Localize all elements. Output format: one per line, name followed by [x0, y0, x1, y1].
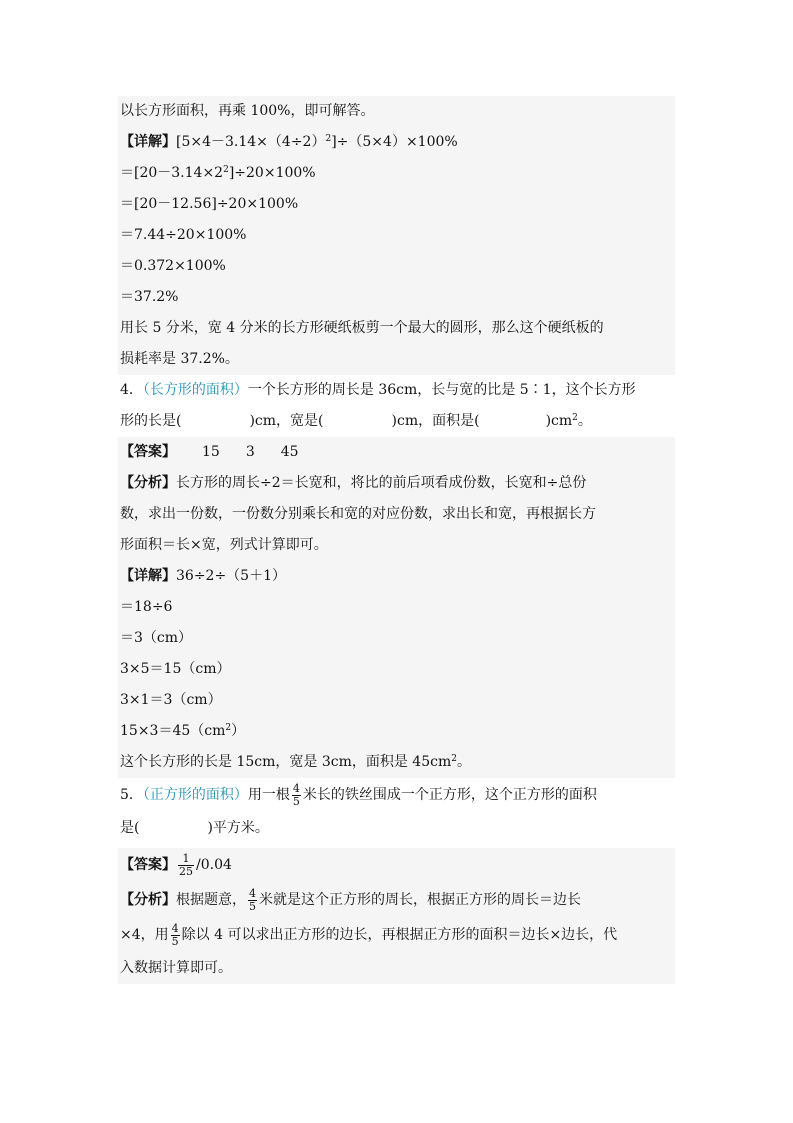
q4-detail-1: 【详解】36÷2÷（5＋1）	[120, 568, 286, 584]
document-page	[118, 96, 675, 984]
q4-solution-block	[118, 437, 675, 778]
q4-detail-6: $15\times 3=45(cm^2)$	[120, 723, 246, 739]
q4-detail-5: 3×1＝3（cm）	[120, 692, 222, 708]
prev-solution-block	[118, 96, 675, 375]
answer-label: 【答案】	[120, 857, 176, 873]
q4-detail-2: ＝18÷6	[120, 599, 173, 615]
fraction: $\frac{4}{5}$	[292, 781, 300, 808]
q4-analysis-3: 形面积＝长×宽，列式计算即可。	[120, 537, 328, 553]
q5-analysis-3: 入数据计算即可。	[120, 960, 232, 976]
answer-label: 【答案】	[120, 444, 176, 460]
analysis-label: 【分析】	[120, 475, 176, 491]
question-5	[118, 778, 675, 844]
fraction: $\frac{1}{25}$	[179, 851, 193, 878]
q4-line-2: 形的长是( )cm，宽是( )cm，面积是( )$cm^2$。	[120, 413, 592, 429]
prev-step-3: ＝7.44÷20×100%	[120, 227, 247, 243]
prev-step-1: $=[20-3.14\times 2^2]\div 20\times 100\%$	[120, 165, 316, 181]
q4-conclusion: 这个长方形的长是 15cm，宽是 3cm，面积是 $45cm^2$。	[120, 754, 471, 770]
analysis-label: 【分析】	[120, 892, 176, 908]
q4-analysis-1: 【分析】长方形的周长÷2＝长宽和，将比的前后项看成份数，长宽和÷总份	[120, 475, 587, 491]
prev-conclusion-2: 损耗率是 37.2%。	[120, 351, 239, 367]
q4-line-1: 4．（长方形的面积）一个长方形的周长是 36cm，长与宽的比是 5∶1，这个长方形	[120, 382, 636, 398]
prev-step-4: ＝0.372×100%	[120, 258, 226, 274]
prev-analysis-tail: 以长方形面积，再乘 100%，即可解答。	[120, 103, 375, 119]
q5-answer: 【答案】 $\frac{1}{25}$ /0.04	[120, 851, 232, 878]
prev-detail-line: 【详解】$[5\times 4-3.14\times(4\div 2)^2]\div(5\times 4)\times 100\%$	[120, 134, 458, 150]
q5-topic: （正方形的面积）	[142, 787, 248, 803]
q5-solution-block	[118, 848, 675, 984]
fraction: $\frac{4}{5}$	[171, 921, 179, 948]
q4-answer: 【答案】 15 3 45	[120, 444, 299, 460]
detail-label: 【详解】	[120, 134, 176, 150]
prev-step-2: ＝[20－12.56]÷20×100%	[120, 196, 299, 212]
prev-conclusion-1: 用长 5 分米，宽 4 分米的长方形硬纸板剪一个最大的圆形，那么这个硬纸板的	[120, 320, 604, 336]
q4-detail-3: ＝3（cm）	[120, 630, 193, 646]
detail-label: 【详解】	[120, 568, 176, 584]
q4-analysis-2: 数，求出一份数，一份数分别乘长和宽的对应份数，求出长和宽，再根据长方	[120, 506, 596, 522]
q5-analysis-2: ×4，用 $\frac{4}{5}$ 除以 4 可以求出正方形的边长，再根据正方形的面积＝边长×边长，代	[120, 921, 618, 948]
q4-detail-4: 3×5＝15（cm）	[120, 661, 231, 677]
q5-line-1: 5．（正方形的面积）用一根 $\frac{4}{5}$ 米长的铁丝围成一个正方形，这个正方形的面积	[120, 781, 597, 808]
q5-analysis-1: 【分析】根据题意， $\frac{4}{5}$ 米就是这个正方形的周长，根据正方形的周长＝边长	[120, 886, 581, 913]
fraction: $\frac{4}{5}$	[249, 886, 256, 913]
q4-topic: （长方形的面积）	[142, 382, 248, 398]
q5-line-2: 是( )平方米。	[120, 820, 269, 836]
question-4	[118, 375, 675, 437]
prev-step-5: ＝37.2%	[120, 289, 179, 305]
